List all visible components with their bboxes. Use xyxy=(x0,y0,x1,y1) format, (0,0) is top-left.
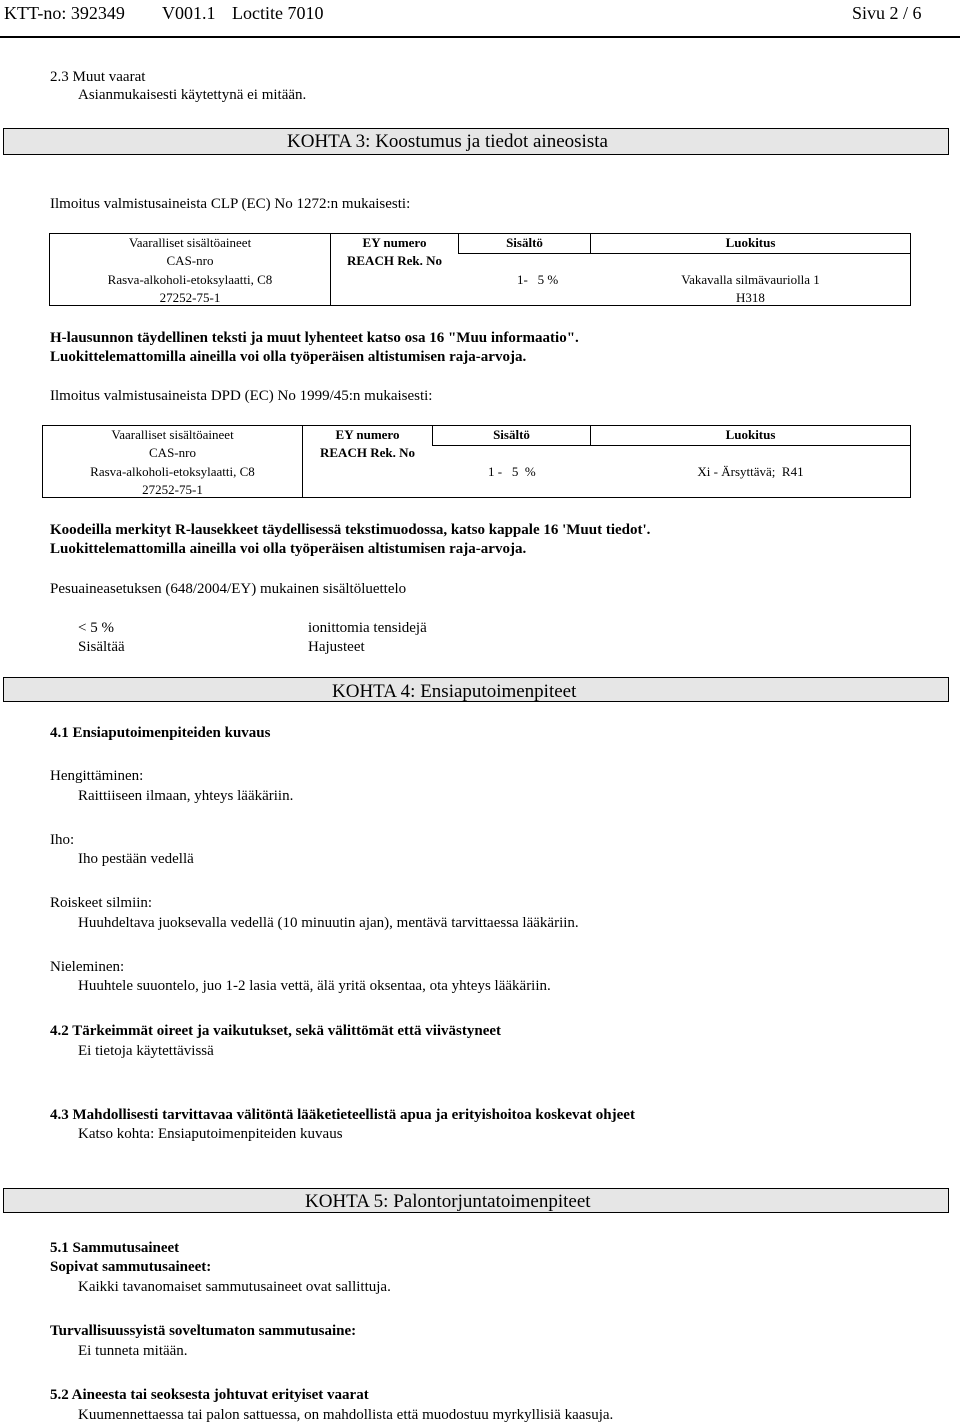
dpd-heading: Ilmoitus valmistusaineista DPD (EC) No 1999/45:n mukaisesti: xyxy=(50,388,433,404)
clp-note-exposure-limits: Luokittelemattomilla aineilla voi olla työperäisen altistumisen raja-arvoja. xyxy=(50,349,527,365)
subsection-4-3-text: Katso kohta: Ensiaputoimenpiteiden kuvaus xyxy=(78,1126,343,1142)
dpd-row-classification: Xi - Ärsyttävä; R41 xyxy=(697,464,804,479)
clp-col-cas-header: CAS-nro xyxy=(166,253,214,268)
subsection-2-3-title: 2.3 Muut vaarat xyxy=(50,69,146,85)
dpd-col-ec-header: EY numero xyxy=(335,427,400,442)
dpd-row-content: 1 - 5 % xyxy=(488,464,536,479)
subsection-4-1-title: 4.1 Ensiaputoimenpiteiden kuvaus xyxy=(50,725,271,741)
page-number: Sivu 2 / 6 xyxy=(852,3,922,23)
clp-table-divider xyxy=(458,253,911,254)
clp-col-ingredient-header: Vaaralliset sisältöaineet xyxy=(128,235,252,250)
first-aid-text-skin: Iho pestään vedellä xyxy=(78,851,194,867)
subsection-4-2-title: 4.2 Tärkeimmät oireet ja vaikutukset, sekä välittömät että viivästyneet xyxy=(50,1023,502,1039)
clp-row-cas-number: 27252-75-1 xyxy=(159,290,221,305)
first-aid-label-eyes: Roiskeet silmiin: xyxy=(50,895,153,911)
dpd-col-cas-header: CAS-nro xyxy=(149,445,196,460)
dpd-col-content-header: Sisältö xyxy=(493,427,530,442)
unsuitable-media-text: Ei tunneta mitään. xyxy=(78,1343,188,1359)
clp-col-reach-header: REACH Rek. No xyxy=(347,253,442,268)
dpd-col-classification-header: Luokitus xyxy=(725,427,776,442)
clp-row-ingredient-name: Rasva-alkoholi-etoksylaatti, C8 xyxy=(107,272,273,287)
suitable-media-text: Kaikki tavanomaiset sammutusaineet ovat sallittuja. xyxy=(78,1279,391,1295)
dpd-row-cas-number: 27252-75-1 xyxy=(142,482,203,497)
detergent-heading: Pesuaineasetuksen (648/2004/EY) mukainen sisältöluettelo xyxy=(50,581,407,597)
subsection-2-3-text: Asianmukaisesti käytettynä ei mitään. xyxy=(78,87,307,103)
section-3-title: KOHTA 3: Koostumus ja tiedot aineosista xyxy=(287,131,608,152)
clp-row-classification: Vakavalla silmävauriolla 1 xyxy=(681,272,820,287)
first-aid-text-inhalation: Raittiiseen ilmaan, yhteys lääkäriin. xyxy=(78,788,294,804)
clp-col-classification-header: Luokitus xyxy=(725,235,776,250)
subsection-5-1-title: 5.1 Sammutusaineet xyxy=(50,1240,180,1256)
clp-row-content: 1- 5 % xyxy=(517,272,559,287)
first-aid-label-ingestion: Nieleminen: xyxy=(50,959,125,975)
clp-note-h-statements: H-lausunnon täydellinen teksti ja muut lyhenteet katso osa 16 "Muu informaatio". xyxy=(50,330,579,346)
detergent-row-label: < 5 % xyxy=(78,620,114,636)
dpd-row-ingredient-name: Rasva-alkoholi-etoksylaatti, C8 xyxy=(90,464,255,479)
first-aid-text-eyes: Huuhdeltava juoksevalla vedellä (10 minuutin ajan), mentävä tarvittaessa lääkäriin. xyxy=(78,915,579,931)
dpd-note-exposure-limits: Luokittelemattomilla aineilla voi olla työperäisen altistumisen raja-arvoja. xyxy=(50,541,527,557)
subsection-4-2-text: Ei tietoja käytettävissä xyxy=(78,1043,214,1059)
section-5-title: KOHTA 5: Palontorjuntatoimenpiteet xyxy=(305,1191,591,1212)
clp-col-content-header: Sisältö xyxy=(506,235,543,250)
detergent-row-label: Sisältää xyxy=(78,639,125,655)
header-rule xyxy=(0,36,960,38)
dpd-note-r-phrases: Koodeilla merkityt R-lausekkeet täydellisessä tekstimuodossa, katso kappale 16 'Muut tiedot'. xyxy=(50,522,651,538)
doc-version: V001.1 xyxy=(162,3,216,23)
section-4-title: KOHTA 4: Ensiaputoimenpiteet xyxy=(332,681,577,702)
unsuitable-media-label: Turvallisuussyistä soveltumaton sammutusaine: xyxy=(50,1323,357,1339)
clp-heading: Ilmoitus valmistusaineista CLP (EC) No 1272:n mukaisesti: xyxy=(50,196,411,212)
first-aid-label-skin: Iho: xyxy=(50,832,75,848)
suitable-media-label: Sopivat sammutusaineet: xyxy=(50,1259,212,1275)
doc-id: KTT-no: 392349 xyxy=(4,3,125,23)
dpd-col-reach-header: REACH Rek. No xyxy=(320,445,415,460)
subsection-5-2-text: Kuumennettaessa tai palon sattuessa, on mahdollista että muodostuu myrkyllisiä kaasuja. xyxy=(78,1407,614,1423)
first-aid-label-inhalation: Hengittäminen: xyxy=(50,768,144,784)
clp-col-ec-header: EY numero xyxy=(362,235,427,250)
dpd-col-ingredient-header: Vaaralliset sisältöaineet xyxy=(111,427,234,442)
detergent-row-value: ionittomia tensidejä xyxy=(308,620,427,636)
subsection-4-3-title: 4.3 Mahdollisesti tarvittavaa välitöntä lääketieteellistä apua ja erityishoitoa koskevat ohjeet xyxy=(50,1107,635,1123)
first-aid-text-ingestion: Huuhtele suuontelo, juo 1-2 lasia vettä, älä yritä oksentaa, ota yhteys lääkäriin. xyxy=(78,978,551,994)
clp-row-hazard-code: H318 xyxy=(736,290,765,305)
dpd-table-divider xyxy=(432,445,911,446)
detergent-row-value: Hajusteet xyxy=(308,639,365,655)
product-name: Loctite 7010 xyxy=(232,3,324,23)
subsection-5-2-title: 5.2 Aineesta tai seoksesta johtuvat erityiset vaarat xyxy=(50,1387,369,1403)
